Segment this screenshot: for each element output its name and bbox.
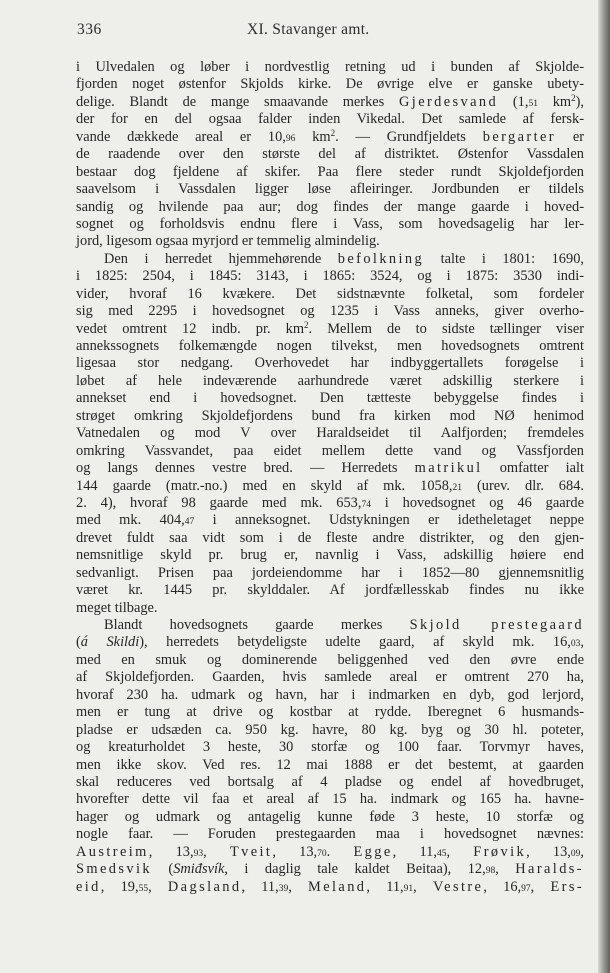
text-line: nogle faar. — Foruden prestegaarden maa i hovedsognet nævnes: [76,826,584,843]
book-spine-edge [598,0,610,973]
text-line: delige. Blandt de mange smaavande merkes Gjerdesvand (1,51 $km^2$), [76,92,584,110]
text-line: sognet og forholdsvis endnu flere i Vass, som hovedsagelig har ler- [76,215,584,232]
text-line: hager og udmark og antagelig kunne føde 3 heste, 10 storfæ og [76,808,584,825]
spaced-term: Meland [308,878,367,895]
text-line: hvoraf 230 ha. udmark og havn, har i indmarken en dyb, god lerjord, [76,686,584,703]
text-line: de raadende over den største del af distriktet. Østenfor Vassdalen [76,146,584,163]
spaced-term: Austreim [76,843,149,860]
text-line: løbet af hele indeværende aarhundrede været adskillig sterkere i [76,372,584,389]
text-line: og kreaturholdet 3 heste, 30 storfæ og 100 faar. Torvmyr haves, [76,739,584,756]
text-line: Vatnedalen og mod V over Haraldseidet til Aalfjorden; fremdeles [76,425,584,442]
text-line: af Skjoldefjorden. Gaarden, hvis samlede areal er omtrent 270 ha, [76,669,584,686]
spaced-term: matrikul [414,460,483,477]
text-line: bestaar dog fjeldene af skifer. Paa flere steder rundt Skjoldefjorden [76,163,584,180]
spaced-term: Smedsvik [76,861,152,878]
spaced-term: befolkning [337,250,425,267]
spaced-term: bergarter [482,128,556,145]
text-line: i Ulvedalen og løber i nordvestlig retning ud i bunden af Skjolde- [76,59,584,75]
text-line: jord, ligesom ogsaa myrjord er temmelig almindelig. [76,233,380,250]
text-line: vider, hvoraf 16 kvækere. Det sidstnævnte folketal, som fordeler [76,285,584,302]
text-line: vedet omtrent 12 indb. pr. $km^2$. Mellem de to sidste tællinger viser [76,319,584,337]
text-line: fjorden noget østenfor Skjolds kirke. De øvrige elve er ganske ubety- [76,76,584,93]
text-line: i 1825: 2504, i 1845: 3143, i 1865: 3524, og i 1875: 3530 indi- [76,268,584,285]
text-line: skal reduceres ved bortsalg af 4 pladse og endel af hovedbruget, [76,773,584,790]
text-line: drevet fuldt saa vidt som i de fleste andre distrikter, og den gjen- [76,529,584,546]
text-line: pladse er udsæden ca. 950 kg. havre, 80 kg. byg og 30 hl. poteter, [76,721,584,738]
spaced-term: Skjold prestegaard [409,617,584,633]
text-line: annekssognets folkemængde nogen tilvekst, men hovedsognets omtrent [76,338,584,354]
italic-term: Smiđsvík [173,861,225,878]
text-line: meget tilbage. [76,599,158,616]
text-line: Smedsvik (Smiđsvík, i daglig tale kaldet Beitaa), 12,98, Haralds- [76,861,584,878]
text-line: Austreim, 13,93, Tveit, 13,70. Egge, 11,45, Frøvik, 13,09, [76,843,585,860]
spaced-term: Gjerdesvand [399,93,499,110]
text-line: saavelsom i Vassdalen ligger løse afleiringer. Jordbunden er tildels [76,181,584,198]
text-line: omkring Vassvandet, paa eidet mellem dette vand og Vassfjorden [76,442,584,459]
text-line: nemsnitlige skyld pr. brug er, navnlig i Vass, adskillig høiere end [76,547,584,564]
text-line: 2. 4), hvoraf 98 gaarde med mk. 653,74 i hovedsognet og 46 gaarde [76,494,584,511]
text-line: ligesaa stor nedgang. Overhovedet har indbyggertallets forøgelse i [76,355,584,372]
spaced-term: Haralds- [515,861,584,878]
text-line: sandig og hvilende paa aur; dog findes der mange gaarde i hoved- [76,198,584,215]
running-header [77,21,584,41]
spaced-term: Tveit [229,843,273,860]
text-line: været kr. 1445 pr. skylddaler. Af jordfællesskab findes nu ikke [76,582,584,599]
text-line: vande dækkede areal er 10,96 $km^2$. — Grundfjeldets bergarter er [76,127,584,145]
text-line: Den i herredet hjemmehørende befolkning talte i 1801: 1690, [104,250,584,267]
spaced-term: Vestre [432,878,484,895]
page-number: 336 [77,21,102,38]
text-line: eid, 19,55, Dagsland, 11,39, Meland, 11,91, Vestre, 16,97, Ers- [76,878,585,895]
body-text [76,59,584,896]
text-line: med mk. 404,47 i anneksognet. Udstykningen er idetheletaget neppe [76,512,584,529]
spaced-term: Frøvik [473,843,527,860]
text-line: sedvanligt. Prisen paa jordeiendomme har i 1852—80 gjennemsnitlig [76,564,584,581]
text-line: og langs dennes vestre bred. — Herredets matrikul omfatter ialt [76,460,584,477]
text-line: men er tung at drive og kostbar at rydde. Iberegnet 6 husmands- [76,704,584,721]
text-line: sig med 2295 i hovedsognet og 1235 i Vass anneks, giver overho- [76,303,584,320]
spaced-term: Ers- [550,878,585,895]
text-line: hvorefter dette vil faa et areal af 15 ha. indmark og 165 ha. havne- [76,791,584,808]
text-line: annekset end i hovedsognet. Den tætteste bebyggelse findes i [76,390,584,407]
text-line: strøget omkring Skjoldefjordens bund fra kirken mod NØ henimod [76,407,584,424]
text-line: Blandt hovedsognets gaarde merkes Skjold prestegaard [104,617,584,633]
text-line: men ikke skov. Ved res. 12 mai 1888 er det bestemt, at gaarden [76,756,584,773]
spaced-term: Dagsland [167,878,242,895]
italic-term: á Skildi [80,634,140,651]
text-line: med en smuk og dominerende beliggenhed ved den øvre ende [76,651,584,668]
text-line: 144 gaarde (matr.-no.) med en skyld af mk. 1058,21 (urev. dlr. 684. [76,477,584,494]
text-line: der for en del ogsaa falder inden Vikedal. Det samlede af fersk- [76,111,584,128]
text-line: (á Skildi), herredets betydeligste udelte gaard, af skyld mk. 16,03, [76,634,584,651]
spaced-term: eid [76,878,101,895]
running-title: XI. Stavanger amt. [247,21,370,38]
spaced-term: Egge [353,843,393,860]
